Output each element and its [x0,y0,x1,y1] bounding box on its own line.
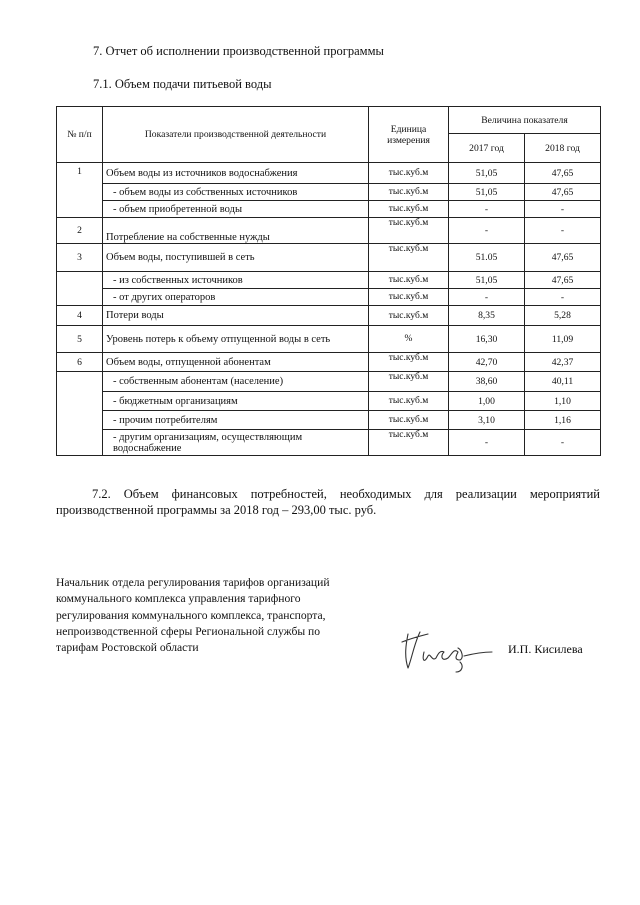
row-indicator: Объем воды, поступившей в сеть [103,244,369,272]
row-indicator: - от других операторов [103,289,369,306]
row-indicator: Потребление на собственные нужды [103,218,369,244]
row-value-2018: 47,65 [525,244,601,272]
row-indicator: Потери воды [103,306,369,326]
row-number-empty [57,272,103,306]
table-row [57,353,601,372]
section-heading: 7.1. Объем подачи питьевой воды [93,77,272,91]
row-value-2017: 8,35 [449,306,525,326]
row-value-2018: 47,65 [525,184,601,201]
row-indicator: - собственным абонентам (население) [103,372,369,392]
row-indicator: Объем воды, отпущенной абонентам [103,353,369,372]
column-header-indicator: Показатели производственной деятельности [103,107,369,163]
row-value-2017: 42,70 [449,353,525,372]
row-value-2018: 1,16 [525,411,601,430]
signatory-name: И.П. Кисилева [508,642,583,656]
row-unit: тыс.куб.м [369,218,449,244]
row-unit: тыс.куб.м [369,430,449,456]
row-value-2018: 47,65 [525,163,601,184]
financial-needs-paragraph: 7.2. Объем финансовых потребностей, необходимых для реализации мероприятий производственной программы за 2018 год – 293,00 тыс. руб. [56,487,600,517]
row-indicator: - объем воды из собственных источников [103,184,369,201]
row-value-2017: 3,10 [449,411,525,430]
row-value-2017: 51,05 [449,184,525,201]
row-value-2017: - [449,289,525,306]
row-number: 1 [57,163,103,218]
column-header-value: Величина показателя [449,107,601,134]
row-unit: тыс.куб.м [369,163,449,184]
row-value-2017: - [449,201,525,218]
row-number: 5 [57,326,103,353]
row-value-2018: 1,10 [525,392,601,411]
row-value-2018: - [525,430,601,456]
table-row [57,372,601,392]
table-header-row [57,107,601,134]
row-indicator: - объем приобретенной воды [103,201,369,218]
row-indicator: - из собственных источников [103,272,369,289]
table-row [57,163,601,184]
table-row [57,244,601,272]
row-number: 6 [57,353,103,372]
report-heading: 7. Отчет об исполнении производственной программы [93,44,384,58]
table-row [57,272,601,289]
row-value-2017: 1,00 [449,392,525,411]
table-row [57,184,601,201]
row-unit: тыс.куб.м [369,392,449,411]
signatory-line: коммунального комплекса управления тарифного [56,592,301,606]
row-value-2017: 38,60 [449,372,525,392]
row-value-2018: 5,28 [525,306,601,326]
table-row [57,392,601,411]
table-row [57,430,601,456]
row-value-2018: 42,37 [525,353,601,372]
table-row [57,218,601,244]
table-row [57,289,601,306]
row-unit: % [369,326,449,353]
table-row [57,411,601,430]
row-number: 3 [57,244,103,272]
row-unit: тыс.куб.м [369,184,449,201]
table-row [57,326,601,353]
signatory-title [56,575,386,656]
column-header-number: № п/п [57,107,103,163]
row-value-2017: - [449,430,525,456]
row-number: 2 [57,218,103,244]
row-value-2018: - [525,289,601,306]
row-value-2017: 51,05 [449,272,525,289]
row-unit: тыс.куб.м [369,411,449,430]
row-unit: тыс.куб.м [369,353,449,372]
row-value-2018: 47,65 [525,272,601,289]
table-row [57,306,601,326]
row-unit: тыс.куб.м [369,244,449,272]
signatory-line: непроизводственной сферы Региональной службы по [56,624,321,638]
row-indicator: - прочим потребителям [103,411,369,430]
row-value-2017: 51,05 [449,163,525,184]
row-indicator: Уровень потерь к объему отпущенной воды в сеть [103,326,369,353]
row-value-2018: - [525,218,601,244]
row-value-2017: - [449,218,525,244]
column-header-unit: Единица измерения [369,107,449,163]
water-supply-table [56,106,601,456]
row-unit: тыс.куб.м [369,272,449,289]
signatory-line: Начальник отдела регулирования тарифов организаций [56,576,330,589]
row-indicator: - бюджетным организациям [103,392,369,411]
row-unit: тыс.куб.м [369,372,449,392]
column-header-year-2017: 2017 год [449,134,525,163]
handwritten-signature [398,622,494,676]
signatory-line: тарифам Ростовской области [56,641,199,655]
row-value-2017: 51.05 [449,244,525,272]
row-unit: тыс.куб.м [369,201,449,218]
row-indicator: Объем воды из источников водоснабжения [103,163,369,184]
row-value-2018: - [525,201,601,218]
row-value-2018: 11,09 [525,326,601,353]
row-indicator: - другим организациям, осуществляющим водоснабжение [103,430,369,456]
table-row [57,201,601,218]
row-number-empty [57,372,103,456]
column-header-year-2018: 2018 год [525,134,601,163]
row-unit: тыс.куб.м [369,306,449,326]
row-value-2017: 16,30 [449,326,525,353]
signatory-line: регулирования коммунального комплекса, транспорта, [56,608,326,622]
row-value-2018: 40,11 [525,372,601,392]
row-unit: тыс.куб.м [369,289,449,306]
row-number: 4 [57,306,103,326]
